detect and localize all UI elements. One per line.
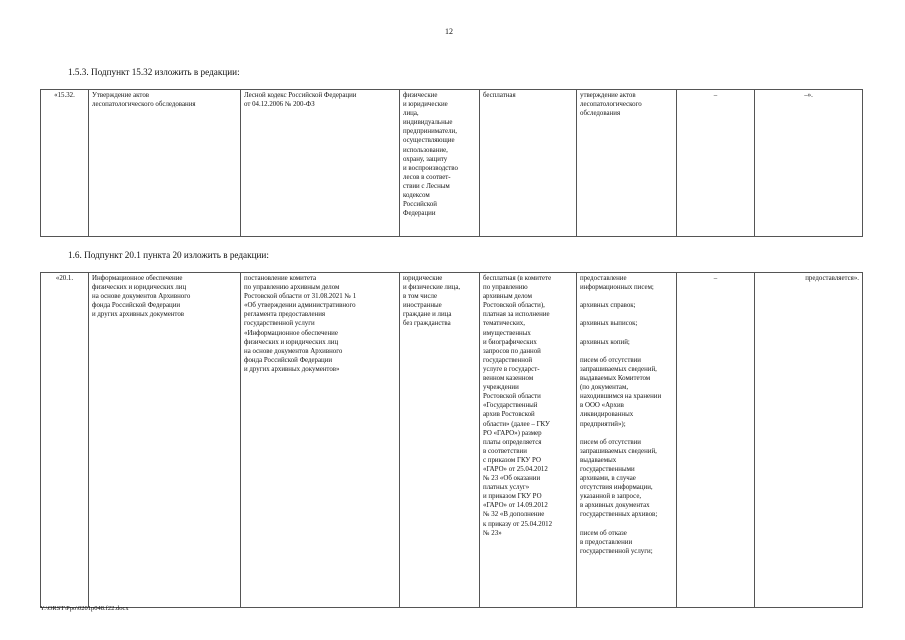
cell-payment: бесплатная — [480, 90, 577, 237]
table-row — [41, 273, 863, 608]
cell-col7: – — [677, 273, 755, 608]
cell-result: утверждение актов лесопатологического обследования — [577, 90, 677, 237]
table-20-1 — [40, 272, 863, 608]
file-path-footer: Y:\ORST\Ppo\0201p048.f22.docx — [40, 605, 129, 612]
cell-number: «20.1. — [41, 273, 89, 608]
cell-legal-basis: постановление комитета по управлению архивным делом Ростовской области от 31.08.2021 № 1 «Об утверждении административного регламента предоставления государственной услуги «Информационное обеспечение физических и юридических лиц на основе документов Архивного фонда Российской Федерации и других архивных документов» — [241, 273, 400, 608]
table-row — [41, 90, 863, 237]
section-heading-1-5-3: 1.5.3. Подпункт 15.32 изложить в редакции: — [68, 67, 240, 77]
cell-col7: – — [677, 90, 755, 237]
table-15-32 — [40, 89, 863, 237]
cell-applicants: физические и юридические лица, индивидуальные предприниматели, осуществляющие использование, охрану, защиту и воспроизводство лесов в соответ- ствии с Лесным кодексом Российской Федерации — [400, 90, 480, 237]
cell-payment: бесплатная (в комитете по управлению архивным делом Ростовской области), платная за исполнение тематических, имущественных и биографических запросов по данной государственной услуге в государст- венном казенном учреждении Ростовской области «Государственный архив Ростовской области» (далее – ГКУ РО «ГАРО») размер платы определяется в соответствии с приказом ГКУ РО «ГАРО» от 25.04.2012 № 23 «Об оказании платных услуг» и приказом ГКУ РО «ГАРО» от 14.09.2012 № 32 «В дополнение к приказу от 25.04.2012 № 23» — [480, 273, 577, 608]
cell-service-name: Информационное обеспечение физических и юридических лиц на основе документов Архивного фонда Российской Федерации и других архивных документов — [89, 273, 241, 608]
section-heading-1-6: 1.6. Подпункт 20.1 пункта 20 изложить в редакции: — [68, 250, 269, 260]
page-number: 12 — [445, 27, 453, 36]
cell-result: предоставление информационных писем; архивных справок; архивных выписок; архивных копий; писем об отсутствии запрашиваемых сведений, выдаваемых Комитетом (по документам, находившимся на хранении в ООО «Архив ликвидированных предприятий»); писем об отсутствии запрашиваемых сведений, выдаваемых государственными архивами, в случае отсутствия информации, указанной в запросе, в архивных документах государственных архивов; писем об отказе в предоставлении государственной услуги; — [577, 273, 677, 608]
cell-col8: предоставляется». — [755, 273, 863, 608]
cell-applicants: юридические и физические лица, в том числе иностранные граждане и лица без гражданства — [400, 273, 480, 608]
cell-number: «15.32. — [41, 90, 89, 237]
cell-col8: –». — [755, 90, 863, 237]
cell-service-name: Утверждение актов лесопатологического обследования — [89, 90, 241, 237]
cell-legal-basis: Лесной кодекс Российской Федерации от 04.12.2006 № 200-ФЗ — [241, 90, 400, 237]
